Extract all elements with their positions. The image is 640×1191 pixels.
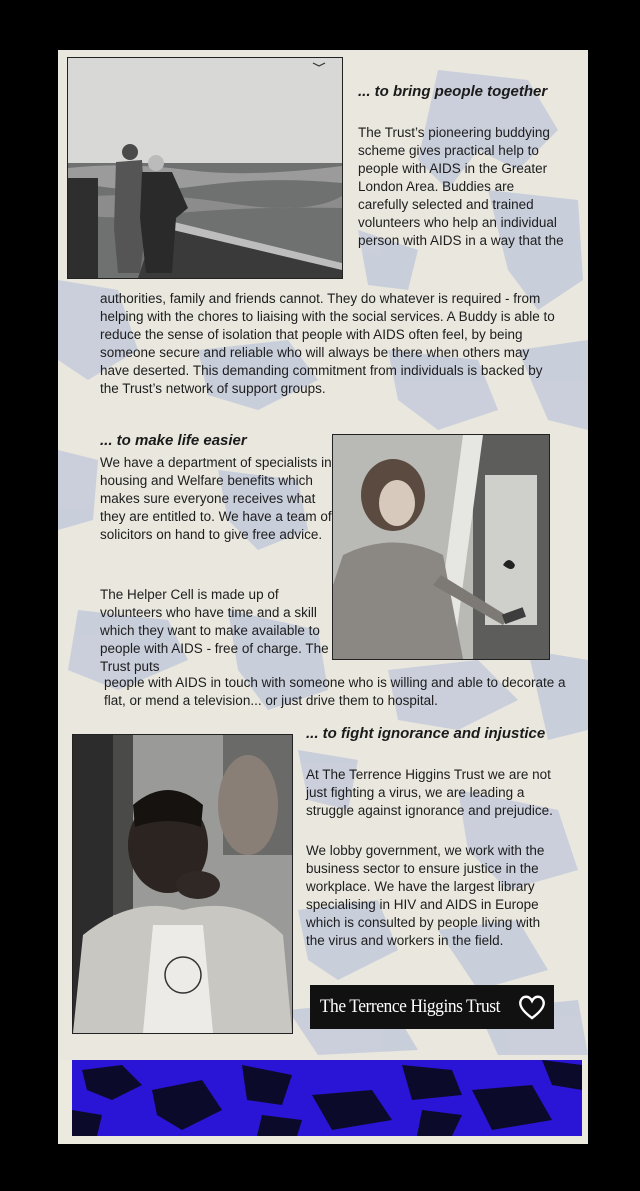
heart-icon	[510, 985, 554, 1029]
paragraph-helper-cell-continued: people with AIDS in touch with someone who is willing and able to decorate a flat, or mend a television... or just drive them to hospital.	[104, 675, 566, 708]
paragraph-welfare-specialists: We have a department of specialists in housing and Welfare benefits which makes sure everyone receives what they are entitled to. We have a team of solicitors on hand to give free advice.	[100, 455, 332, 542]
paragraph-struggle: At The Terrence Higgins Trust we are not just fighting a virus, we are leading a struggle against ignorance and prejudice.	[306, 767, 553, 818]
trust-logo	[310, 985, 510, 1029]
paragraph-helper-cell: The Helper Cell is made up of volunteers who have time and a skill which they want to make available to people with AIDS - free of charge. The Trust puts	[100, 587, 329, 674]
paragraph-buddying-scheme: The Trust’s pioneering buddying scheme gives practical help to people with AIDS in the Greater London Area. Buddies are carefully selected and trained volunteers who help an individual person with AIDS in a way that the	[358, 125, 564, 248]
photo-young-man	[72, 734, 293, 1034]
decorative-blue-band	[72, 1060, 582, 1136]
paragraph-buddy-role: authorities, family and friends cannot. They do whatever is required - from helping with the chores to liaising with the social services. A Buddy is able to reduce the sense of isolation that people with AIDS often feel, by being someone secure and reliable who will always be there when others may have deserted. This demanding commitment from individuals is backed by the Trust’s network of support groups.	[100, 291, 555, 396]
heading-make-life-easier: ... to make life easier	[100, 432, 247, 449]
heading-bring-people-together: ... to bring people together	[358, 83, 548, 100]
leaflet-page	[58, 50, 588, 1144]
trust-logo-text: The Terrence Higgins Trust	[319, 996, 501, 1017]
photo-seafront	[67, 57, 343, 279]
photo-woman-painting	[332, 434, 550, 660]
heading-fight-ignorance: ... to fight ignorance and injustice	[306, 725, 546, 742]
paragraph-lobbying-library: We lobby government, we work with the business sector to ensure justice in the workplace. We have the largest library specialising in HIV and AIDS in Europe which is consulted by people living with the virus and workers in the field.	[306, 843, 545, 948]
